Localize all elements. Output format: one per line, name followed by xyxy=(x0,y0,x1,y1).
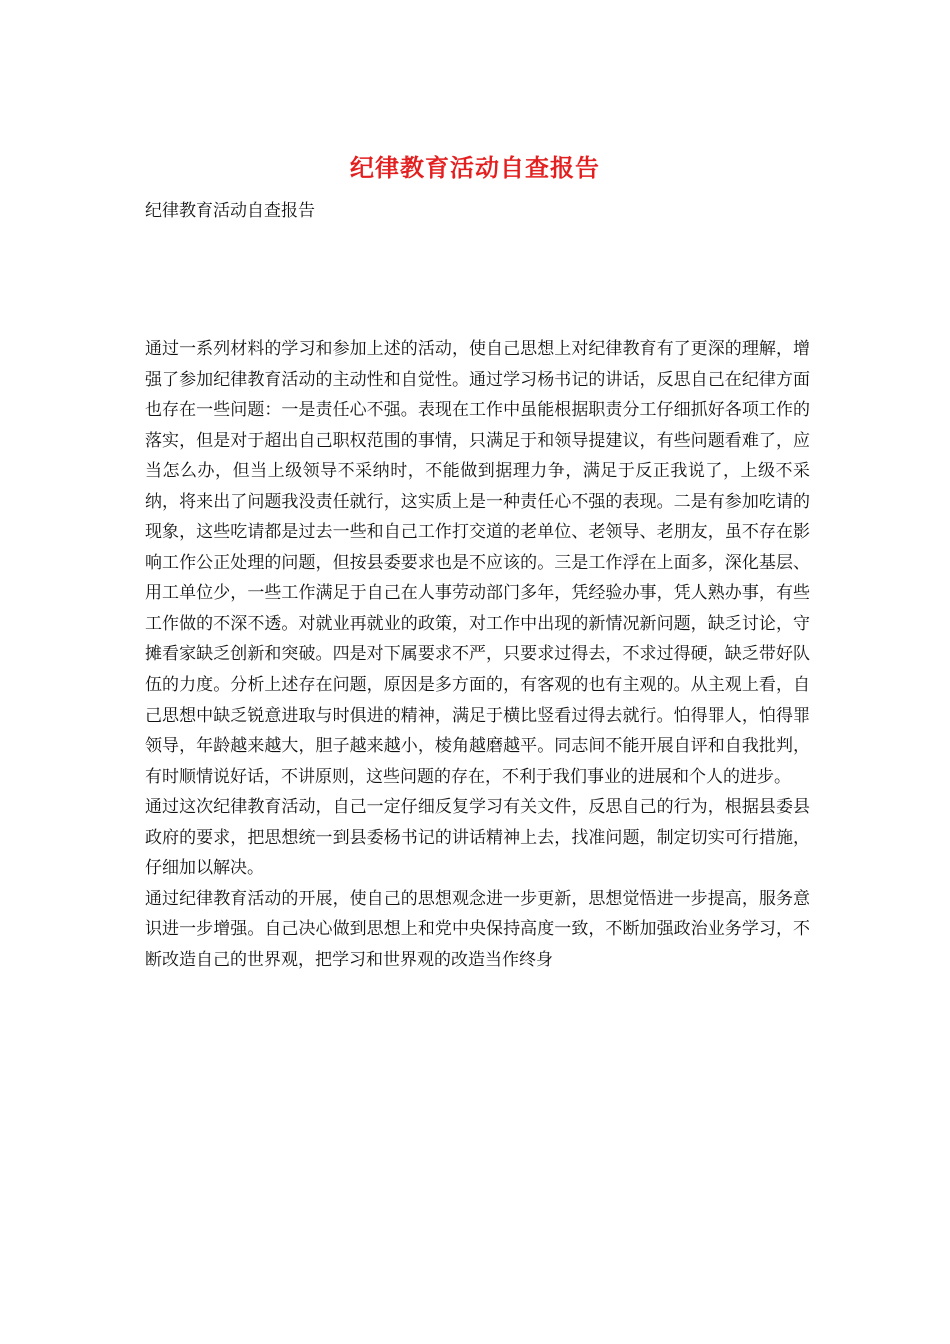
paragraph-3: 通过纪律教育活动的开展，使自己的思想观念进一步更新，思想觉悟进一步提高，服务意识进一步增强。自己决心做到思想上和党中央保持高度一致，不断加强政治业务学习，不断改造自己的世界观，把学习和世界观的改造当作终身 xyxy=(145,888,810,970)
document-subtitle: 纪律教育活动自查报告 xyxy=(145,201,315,221)
document-body xyxy=(145,334,810,975)
paragraph-2: 通过这次纪律教育活动，自己一定仔细反复学习有关文件，反思自己的行为，根据县委县政府的要求，把思想统一到县委杨书记的讲话精神上去，找准问题，制定切实可行措施，仔细加以解决。 xyxy=(145,797,810,879)
paragraph-1: 通过一系列材料的学习和参加上述的活动，使自己思想上对纪律教育有了更深的理解，增强了参加纪律教育活动的主动性和自觉性。通过学习杨书记的讲话，反思自己在纪律方面也存在一些问题：一是责任心不强。表现在工作中虽能根据职责分工仔细抓好各项工作的落实，但是对于超出自己职权范围的事情，只满足于和领导提建议，有些问题看难了，应当怎么办，但当上级领导不采纳时，不能做到据理力争，满足于反正我说了，上级不采纳，将来出了问题我没责任就行，这实质上是一种责任心不强的表现。二是有参加吃请的现象，这些吃请都是过去一些和自己工作打交道的老单位、老领导、老朋友，虽不存在影响工作公正处理的问题，但按县委要求也是不应该的。三是工作浮在上面多，深化基层、用工单位少，一些工作满足于自己在人事劳动部门多年，凭经验办事，凭人熟办事，有些工作做的不深不透。对就业再就业的政策，对工作中出现的新情况新问题，缺乏讨论，守摊看家缺乏创新和突破。四是对下属要求不严，只要求过得去，不求过得硬，缺乏带好队伍的力度。分析上述存在问题，原因是多方面的，有客观的也有主观的。从主观上看，自己思想中缺乏锐意进取与时俱进的精神，满足于横比竖看过得去就行。怕得罪人，怕得罪领导，年龄越来越大，胆子越来越小，棱角越磨越平。同志间不能开展自评和自我批判，有时顺情说好话，不讲原则，这些问题的存在，不利于我们事业的进展和个人的进步。 xyxy=(145,339,810,787)
document-title: 纪律教育活动自查报告 xyxy=(350,153,600,182)
